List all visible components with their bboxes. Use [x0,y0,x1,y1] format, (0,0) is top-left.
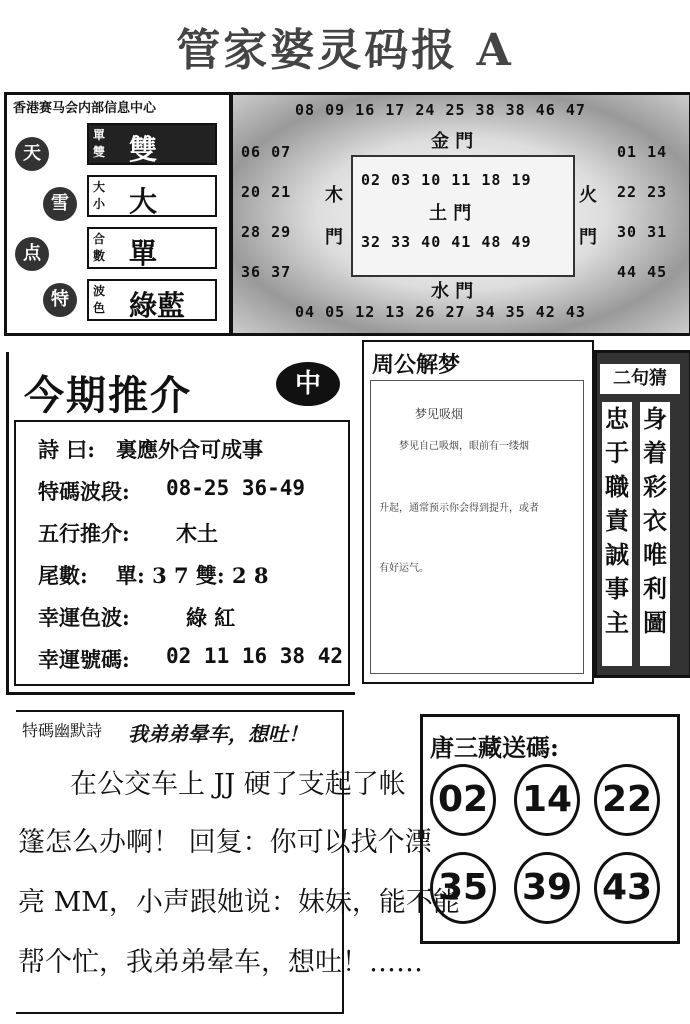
number-ball: 43 [594,852,660,924]
number-ball: 02 [430,764,496,836]
info-row-odd-even [87,123,217,165]
joke-line-3: 亮 MM，小声跟她说：妹妹，能不能 [18,887,460,918]
poem-title: 二句猜 [600,364,680,394]
center-row-1: 02 03 10 11 18 19 [361,171,532,189]
row-value: 大 [129,185,158,218]
joke-headline: 我弟弟晕车，想吐！ [128,722,308,746]
joke-tag: 特碼幽默詩 [22,721,103,740]
grid-right-2: 22 23 [617,183,668,201]
row-label: 合數 [93,232,106,263]
gate-wood-men: 門 [325,227,343,248]
recommend-list [14,420,350,686]
rec-label-color: 幸運色波: [38,605,130,630]
side-char-2: 雪 [43,187,77,221]
grid-top-row: 08 09 16 17 24 25 38 38 46 47 [295,101,586,119]
rec-value-lucky: 02 11 16 38 42 [166,644,344,668]
side-char-3: 点 [15,237,49,271]
row-label: 波色 [93,284,106,315]
dream-title: 周公解梦 [372,353,461,378]
page-title: 管家婆灵码报 A [176,25,514,76]
gate-earth: 土 門 [429,203,472,224]
row-value: 雙 [129,133,158,166]
center-box [351,155,575,277]
side-char-4: 特 [43,283,77,317]
rec-value-poem: 裏應外合可成事 [116,437,263,462]
poem-column-1: 身着彩衣唯利圖 [640,402,670,666]
grid-left-1: 06 07 [241,143,292,161]
info-header: 香港赛马会内部信息中心 [13,101,157,116]
grid-right-4: 44 45 [617,263,668,281]
row-value: 綠藍 [129,289,186,322]
grid-bottom-row: 04 05 12 13 26 27 34 35 42 43 [295,303,586,321]
dream-subtitle: 梦见吸烟 [415,407,464,421]
rec-label-lucky: 幸運號碼: [38,647,130,672]
gate-wood: 木 [325,185,343,206]
info-row-big-small [87,175,217,217]
number-grid-panel [230,92,690,336]
grid-right-1: 01 14 [617,143,668,161]
dream-paragraph-1: 梦见自己吸烟，眼前有一缕烟 [399,441,529,452]
row-label: 單雙 [93,128,106,159]
gate-fire-men: 門 [579,227,597,248]
gate-fire: 火 [579,185,597,206]
number-ball: 22 [594,764,660,836]
rec-value-color: 綠 紅 [186,605,236,630]
number-ball: 14 [514,764,580,836]
rec-value-range: 08-25 36-49 [166,476,306,500]
joke-line-2: 篷怎么办啊！ 回复：你可以找个漂 [18,827,432,858]
rec-label-element: 五行推介: [38,521,130,546]
info-row-color [87,279,217,321]
row-value: 單 [129,237,158,270]
recommend-title: 今期推介 [24,372,192,419]
gate-gold: 金 門 [431,131,474,152]
dream-content [370,380,584,674]
dream-paragraph-2: 升起，通常预示你会得到提升，或者 [379,503,539,514]
grid-left-4: 36 37 [241,263,292,281]
joke-line-1: 在公交车上 JJ 硬了支起了帐 [70,769,406,800]
grid-left-2: 20 21 [241,183,292,201]
recommend-logo-icon: 中 [276,362,340,406]
info-panel [4,92,232,336]
number-ball: 35 [430,852,496,924]
number-ball: 39 [514,852,580,924]
poem-column-2: 忠于職責誠事主 [602,402,632,666]
rec-value-element: 木土 [176,521,218,546]
tang-title: 唐三藏送碼: [430,733,559,762]
side-char-1: 天 [15,137,49,171]
joke-line-4: 帮个忙，我弟弟晕车，想吐！…… [18,947,423,978]
grid-right-3: 30 31 [617,223,668,241]
rec-label-poem: 詩 曰: [38,437,96,462]
grid-left-3: 28 29 [241,223,292,241]
dream-paragraph-3: 有好运气。 [379,563,429,574]
rec-label-tail: 尾數: [38,563,88,588]
rec-label-range: 特碼波段: [38,479,130,504]
info-row-sum [87,227,217,269]
gate-water: 水 門 [431,281,474,302]
row-label: 大小 [93,180,106,211]
center-row-2: 32 33 40 41 48 49 [361,233,532,251]
rec-value-tail: 單: 3 7 雙: 2 8 [116,563,269,588]
